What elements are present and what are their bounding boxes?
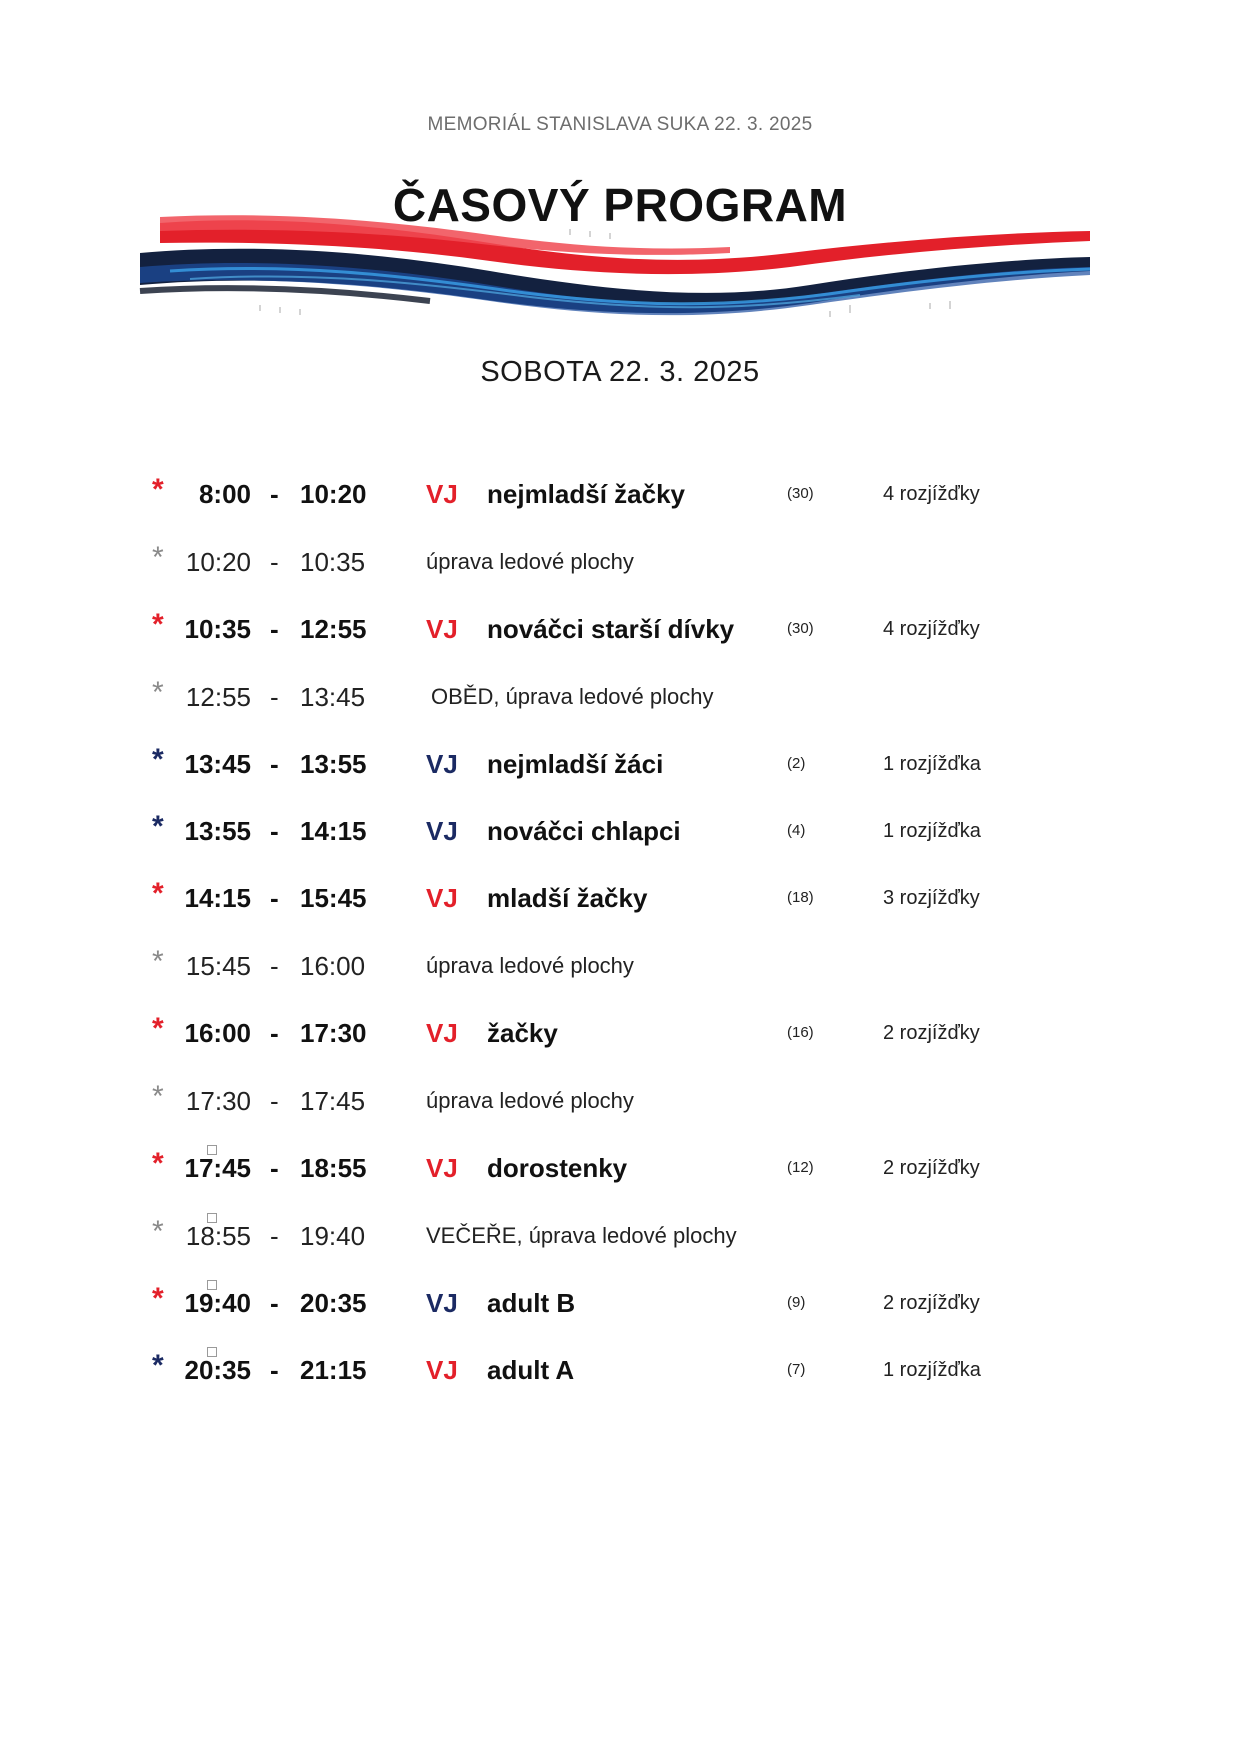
- category-code: VJ: [426, 816, 458, 846]
- star-marker: *: [152, 541, 164, 574]
- end-time: 13:45: [300, 682, 366, 712]
- end-time: 18:55: [300, 1153, 367, 1183]
- start-time: 15:45: [185, 951, 251, 981]
- category-code: VJ: [426, 883, 458, 913]
- participant-count: (9): [787, 1294, 806, 1311]
- category-name: nováčci chlapci: [487, 816, 681, 846]
- start-time: 17:45: [184, 1153, 251, 1183]
- schedule-row: [0, 677, 1240, 717]
- schedule-row: [0, 946, 1240, 986]
- break-note: OBĚD, úprava ledové plochy: [431, 684, 714, 709]
- participant-count: (18): [787, 889, 814, 906]
- time-separator: -: [270, 749, 279, 779]
- end-time: 17:45: [300, 1086, 366, 1116]
- heat-count: 1 rozjížďka: [883, 820, 981, 842]
- schedule-row: [0, 744, 1240, 784]
- start-time: 10:20: [185, 547, 251, 577]
- star-marker: *: [152, 1080, 164, 1113]
- event-date: SOBOTA 22. 3. 2025: [480, 356, 760, 388]
- category-name: nejmladší žačky: [487, 479, 685, 509]
- star-marker: *: [152, 1349, 164, 1382]
- time-separator: -: [270, 1288, 279, 1318]
- end-time: 15:45: [300, 883, 367, 913]
- star-marker: *: [152, 1215, 164, 1248]
- heat-count: 3 rozjížďky: [883, 887, 980, 909]
- category-code: VJ: [426, 749, 458, 779]
- heat-count: 2 rozjížďky: [883, 1157, 980, 1179]
- break-note: VEČEŘE, úprava ledové plochy: [426, 1223, 737, 1248]
- star-marker: *: [152, 945, 164, 978]
- time-separator: -: [270, 1018, 279, 1048]
- break-note: úprava ledové plochy: [426, 549, 634, 574]
- category-code: VJ: [426, 1355, 458, 1385]
- category-code: VJ: [426, 614, 458, 644]
- category-name: dorostenky: [487, 1153, 628, 1183]
- star-marker: *: [152, 877, 164, 910]
- start-time: 19:40: [184, 1288, 251, 1318]
- category-name: mladší žačky: [487, 883, 648, 913]
- time-separator: -: [270, 951, 279, 981]
- end-time: 17:30: [300, 1018, 367, 1048]
- participant-count: (12): [787, 1159, 814, 1176]
- star-marker: *: [152, 1147, 164, 1180]
- end-time: 10:35: [300, 547, 366, 577]
- time-separator: -: [270, 1355, 279, 1385]
- heat-count: 4 rozjížďky: [883, 618, 980, 640]
- participant-count: (30): [787, 485, 814, 502]
- end-time: 20:35: [300, 1288, 367, 1318]
- category-code: VJ: [426, 479, 458, 509]
- schedule-row: [0, 878, 1240, 918]
- start-time: 17:30: [185, 1086, 251, 1116]
- start-time: 13:55: [184, 816, 251, 846]
- end-time: 19:40: [300, 1221, 366, 1251]
- schedule-row: [0, 1081, 1240, 1121]
- schedule-row: [0, 1283, 1240, 1323]
- start-time: 13:45: [184, 749, 251, 779]
- time-separator: -: [270, 1086, 279, 1116]
- schedule-row: [0, 1148, 1240, 1188]
- category-name: žačky: [487, 1018, 558, 1048]
- end-time: 10:20: [300, 479, 367, 509]
- page-title: ČASOVÝ PROGRAM: [392, 179, 848, 231]
- category-code: VJ: [426, 1153, 458, 1183]
- wave-banner: [130, 205, 1110, 330]
- time-separator: -: [270, 1153, 279, 1183]
- start-time: 16:00: [184, 1018, 251, 1048]
- participant-count: (30): [787, 620, 814, 637]
- end-time: 12:55: [300, 614, 367, 644]
- end-time: 14:15: [300, 816, 367, 846]
- star-marker: *: [152, 743, 164, 776]
- star-marker: *: [152, 473, 164, 506]
- time-separator: -: [270, 1221, 279, 1251]
- heat-count: 2 rozjížďky: [883, 1292, 980, 1314]
- star-marker: *: [152, 810, 164, 843]
- end-time: 13:55: [300, 749, 367, 779]
- schedule-row: [0, 609, 1240, 649]
- schedule-row: [0, 1216, 1240, 1256]
- schedule-row: [0, 1013, 1240, 1053]
- schedule-row: [0, 542, 1240, 582]
- participant-count: (7): [787, 1361, 806, 1378]
- heat-count: 1 rozjížďka: [883, 1359, 981, 1381]
- schedule-row: [0, 1350, 1240, 1390]
- category-name: nováčci starší dívky: [487, 614, 735, 644]
- time-separator: -: [270, 883, 279, 913]
- start-time: 8:00: [198, 479, 251, 509]
- participant-count: (2): [787, 755, 806, 772]
- time-separator: -: [270, 547, 279, 577]
- schedule-row: [0, 811, 1240, 851]
- event-subtitle: MEMORIÁL STANISLAVA SUKA 22. 3. 2025: [427, 114, 813, 135]
- category-code: VJ: [426, 1018, 458, 1048]
- participant-count: (16): [787, 1024, 814, 1041]
- time-separator: -: [270, 682, 279, 712]
- star-marker: *: [152, 1012, 164, 1045]
- star-marker: *: [152, 676, 164, 709]
- star-marker: *: [152, 1282, 164, 1315]
- time-separator: -: [270, 479, 279, 509]
- start-time: 20:35: [184, 1355, 251, 1385]
- participant-count: (4): [787, 822, 806, 839]
- start-time: 14:15: [184, 883, 251, 913]
- time-separator: -: [270, 816, 279, 846]
- heat-count: 2 rozjížďky: [883, 1022, 980, 1044]
- start-time: 10:35: [184, 614, 251, 644]
- category-name: adult B: [487, 1288, 576, 1318]
- category-code: VJ: [426, 1288, 458, 1318]
- heat-count: 1 rozjížďka: [883, 753, 981, 775]
- break-note: úprava ledové plochy: [426, 1088, 634, 1113]
- category-name: adult A: [487, 1355, 575, 1385]
- category-name: nejmladší žáci: [487, 749, 664, 779]
- star-marker: *: [152, 608, 164, 641]
- start-time: 18:55: [185, 1221, 251, 1251]
- end-time: 16:00: [300, 951, 366, 981]
- break-note: úprava ledové plochy: [426, 953, 634, 978]
- heat-count: 4 rozjížďky: [883, 483, 980, 505]
- start-time: 12:55: [185, 682, 251, 712]
- end-time: 21:15: [300, 1355, 367, 1385]
- schedule-row: [0, 474, 1240, 514]
- time-separator: -: [270, 614, 279, 644]
